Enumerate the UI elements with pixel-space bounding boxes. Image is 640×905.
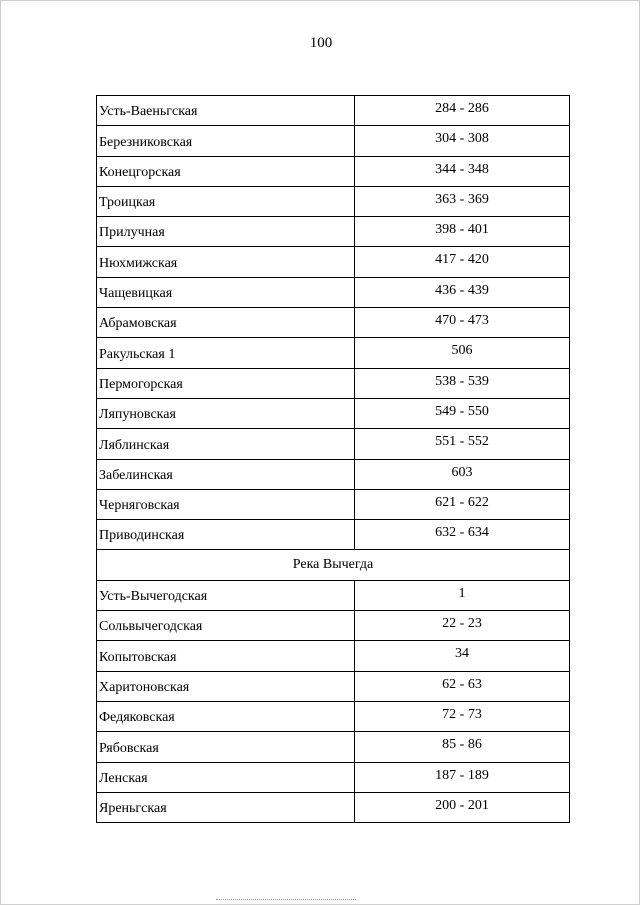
table-row bbox=[97, 792, 570, 822]
km-range: 62 - 63 bbox=[355, 671, 570, 701]
table-row bbox=[97, 156, 570, 186]
station-name: Чащевицкая bbox=[97, 277, 355, 307]
section-title: Река Вычегда bbox=[97, 550, 570, 580]
table-row bbox=[97, 641, 570, 671]
km-range: 363 - 369 bbox=[355, 186, 570, 216]
km-range: 1 bbox=[355, 580, 570, 610]
km-range: 344 - 348 bbox=[355, 156, 570, 186]
station-name: Ляблинская bbox=[97, 429, 355, 459]
station-name: Прилучная bbox=[97, 217, 355, 247]
km-range: 284 - 286 bbox=[355, 96, 570, 126]
scan-artifact bbox=[216, 899, 356, 900]
km-range: 187 - 189 bbox=[355, 762, 570, 792]
station-name: Березниковская bbox=[97, 126, 355, 156]
station-name: Федяковская bbox=[97, 701, 355, 731]
table-row bbox=[97, 308, 570, 338]
section-row bbox=[97, 550, 570, 580]
table-row bbox=[97, 762, 570, 792]
station-name: Приводинская bbox=[97, 520, 355, 550]
km-range: 538 - 539 bbox=[355, 368, 570, 398]
km-range: 551 - 552 bbox=[355, 429, 570, 459]
station-name: Абрамовская bbox=[97, 308, 355, 338]
km-range: 72 - 73 bbox=[355, 701, 570, 731]
km-range: 436 - 439 bbox=[355, 277, 570, 307]
station-name: Троицкая bbox=[97, 186, 355, 216]
table-row bbox=[97, 520, 570, 550]
station-name: Харитоновская bbox=[97, 671, 355, 701]
data-table bbox=[96, 95, 570, 823]
km-range: 34 bbox=[355, 641, 570, 671]
station-name: Рябовская bbox=[97, 732, 355, 762]
km-range: 417 - 420 bbox=[355, 247, 570, 277]
km-range: 398 - 401 bbox=[355, 217, 570, 247]
table-row bbox=[97, 671, 570, 701]
km-range: 470 - 473 bbox=[355, 308, 570, 338]
station-name: Сольвычегодская bbox=[97, 611, 355, 641]
table-row bbox=[97, 459, 570, 489]
table-row bbox=[97, 611, 570, 641]
km-range: 85 - 86 bbox=[355, 732, 570, 762]
km-range: 22 - 23 bbox=[355, 611, 570, 641]
station-name: Ляпуновская bbox=[97, 398, 355, 428]
page-number: 100 bbox=[309, 35, 333, 51]
station-name: Копытовская bbox=[97, 641, 355, 671]
station-name: Нюхмижская bbox=[97, 247, 355, 277]
station-name: Ракульская 1 bbox=[97, 338, 355, 368]
station-name: Яреньгская bbox=[97, 792, 355, 822]
km-range: 632 - 634 bbox=[355, 520, 570, 550]
station-name: Забелинская bbox=[97, 459, 355, 489]
table-row bbox=[97, 247, 570, 277]
station-name: Усть-Ваеньгская bbox=[97, 96, 355, 126]
station-name: Пермогорская bbox=[97, 368, 355, 398]
table-row bbox=[97, 96, 570, 126]
km-range: 200 - 201 bbox=[355, 792, 570, 822]
km-range: 304 - 308 bbox=[355, 126, 570, 156]
km-range: 621 - 622 bbox=[355, 489, 570, 519]
station-name: Конецгорская bbox=[97, 156, 355, 186]
station-name: Усть-Вычегодская bbox=[97, 580, 355, 610]
table-row bbox=[97, 368, 570, 398]
table-row bbox=[97, 186, 570, 216]
km-range: 549 - 550 bbox=[355, 398, 570, 428]
table-row bbox=[97, 489, 570, 519]
table-row bbox=[97, 126, 570, 156]
table-row bbox=[97, 429, 570, 459]
table-row bbox=[97, 580, 570, 610]
table-row bbox=[97, 701, 570, 731]
km-range: 506 bbox=[355, 338, 570, 368]
station-name: Черняговская bbox=[97, 489, 355, 519]
table-row bbox=[97, 732, 570, 762]
table-row bbox=[97, 398, 570, 428]
table-row bbox=[97, 217, 570, 247]
station-name: Ленская bbox=[97, 762, 355, 792]
table-row bbox=[97, 277, 570, 307]
table-row bbox=[97, 338, 570, 368]
km-range: 603 bbox=[355, 459, 570, 489]
